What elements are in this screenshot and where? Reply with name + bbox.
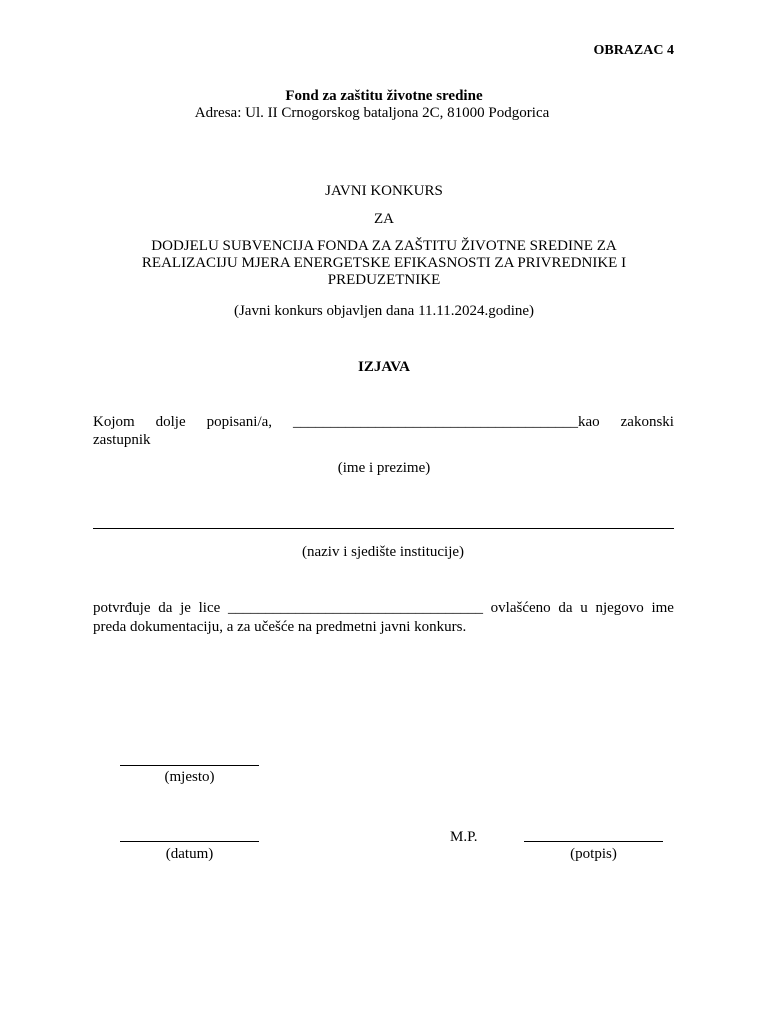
form-number-label: OBRAZAC 4 bbox=[593, 43, 674, 58]
confirmation-word: da bbox=[158, 600, 173, 616]
confirmation-word: lice bbox=[198, 600, 221, 616]
name-blank-group bbox=[293, 413, 600, 431]
fund-name-heading: Fond za zaštitu životne sredine bbox=[285, 88, 483, 104]
name-blank: ______________________________________ bbox=[292, 414, 578, 430]
confirmation-word: potvrđuje bbox=[93, 600, 151, 616]
confirmation-word: u bbox=[580, 600, 588, 616]
statement-word: Kojom bbox=[93, 414, 135, 430]
statement-word: popisani/a, bbox=[206, 414, 273, 430]
statement-word: kao bbox=[577, 414, 600, 430]
confirmation-line-2: preda dokumentaciju, a za učešće na predmetni javni konkurs. bbox=[93, 619, 467, 635]
confirmation-line-1 bbox=[93, 599, 674, 617]
contest-title: JAVNI KONKURS bbox=[325, 183, 443, 199]
contest-za: ZA bbox=[374, 211, 394, 227]
person-blank: __________________________________ bbox=[227, 600, 483, 616]
contest-subject: DODJELU SUBVENCIJA FONDA ZA ZAŠTITU ŽIVOTNE SREDINE ZA REALIZACIJU MJERA ENERGETSKE EFIKASNOSTI ZA PRIVREDNIKE I PREDUZETNIKE bbox=[141, 238, 627, 288]
signature-hint: (potpis) bbox=[570, 846, 617, 862]
confirmation-word: njegovo bbox=[595, 600, 644, 616]
institution-blank-line bbox=[93, 528, 674, 529]
statement-line-2: zastupnik bbox=[93, 432, 151, 448]
confirmation-word: ime bbox=[651, 600, 674, 616]
confirmation-word: da bbox=[558, 600, 573, 616]
place-blank-line bbox=[120, 765, 259, 766]
statement-word: zakonski bbox=[620, 414, 674, 430]
date-hint: (datum) bbox=[165, 846, 214, 862]
name-hint: (ime i prezime) bbox=[337, 460, 431, 476]
statement-word: dolje bbox=[155, 414, 186, 430]
confirmation-word: ovlašćeno bbox=[490, 600, 551, 616]
date-blank-line bbox=[120, 841, 259, 842]
statement-line-1 bbox=[93, 413, 674, 431]
document-title: IZJAVA bbox=[358, 359, 410, 375]
signature-blank-line bbox=[524, 841, 663, 842]
contest-published-date: (Javni konkurs objavljen dana 11.11.2024.godine) bbox=[233, 303, 535, 319]
stamp-label: M.P. bbox=[450, 829, 478, 845]
fund-address: Adresa: Ul. II Crnogorskog bataljona 2C, 81000 Podgorica bbox=[194, 105, 550, 121]
confirmation-word: je bbox=[180, 600, 191, 616]
institution-hint: (naziv i sjedište institucije) bbox=[301, 544, 465, 560]
place-hint: (mjesto) bbox=[164, 769, 215, 785]
